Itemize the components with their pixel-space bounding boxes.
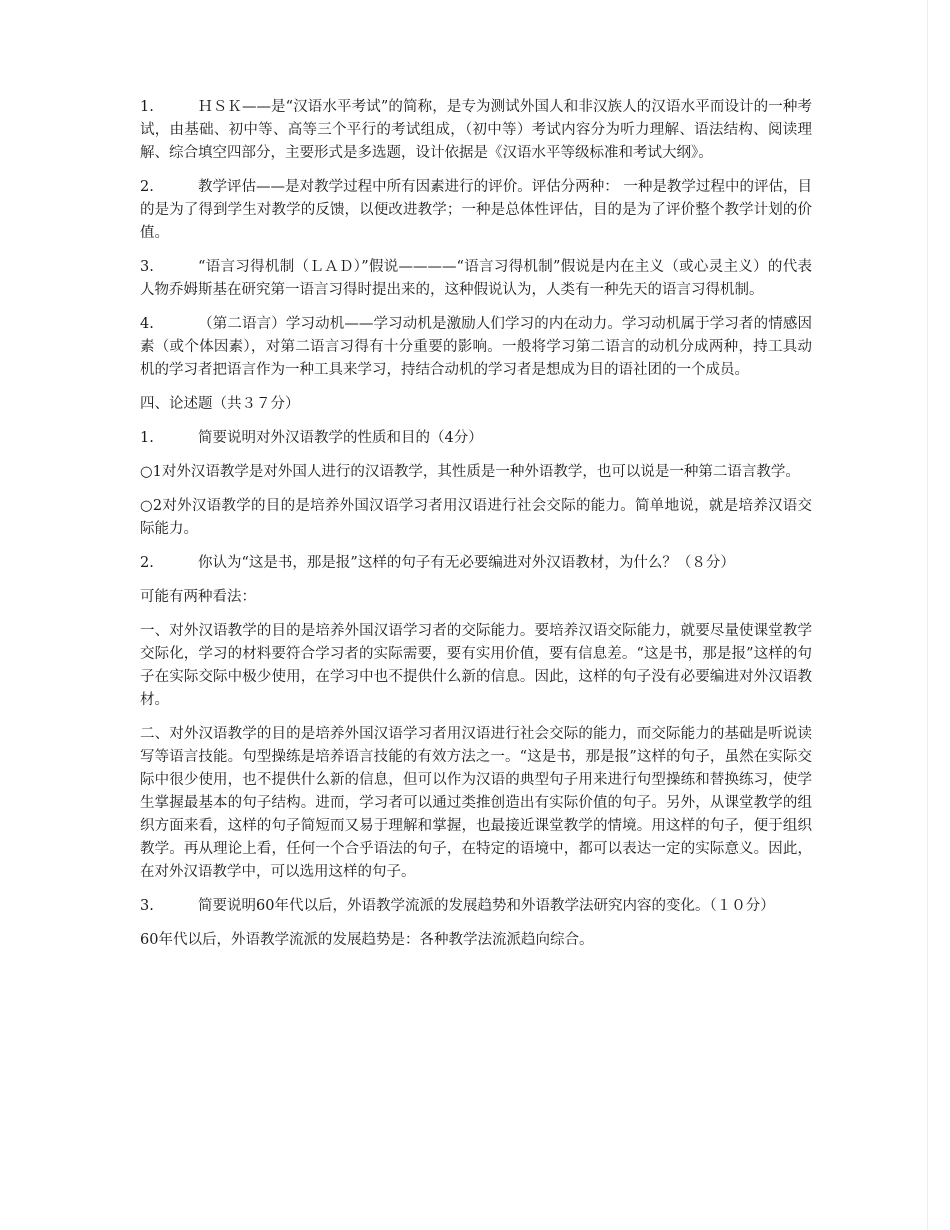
paragraph-text: “语言习得机制（ＬＡＤ）”假说————“语言习得机制”假说是内在主义（或心灵主义）的代表人物乔姆斯基在研究第一语言习得时提出来的，这种假说认为，人类有一种先天的语言习得机制。 <box>140 259 812 298</box>
answer-intro: 可能有两种看法： <box>140 589 256 605</box>
page-edge <box>927 0 950 1230</box>
answer-point-1: ○1对外汉语教学是对外国人进行的汉语教学，其性质是一种外语教学，也可以说是一种第二语言教学。 <box>140 464 800 480</box>
answer-view-2: 二、对外汉语教学的目的是培养外国汉语学习者用汉语进行社会交际的能力，而交际能力的基础是听说读写等语言技能。句型操练是培养语言技能的有效方法之一。“这是书，那是报”这样的句子，虽然在实际交际中很少使用，也不提供什么新的信息，但可以作为汉语的典型句子用来进行句型操练和替换练习，使学生掌握最基本的句子结构。进而，学习者可以通过类推创造出有实际价值的句子。另外，从课堂教学的组织方面来看，这样的句子简短而又易于理解和掌握，也最接近课堂教学的情境。用这样的句子，便于组织教学。再从理论上看，任何一个合乎语法的句子，在特定的语境中，都可以表达一定的实际意义。因此，在对外汉语教学中，可以选用这样的句子。 <box>140 726 812 880</box>
paragraph-text: 简要说明60年代以后，外语教学流派的发展趋势和外语教学法研究内容的变化。（１０分） <box>198 898 775 914</box>
item-number: 2. <box>140 179 154 195</box>
term-definition-teaching-evaluation <box>140 176 812 245</box>
paragraph-text: （第二语言）学习动机——学习动机是激励人们学习的内在动力。学习动机属于学习者的情感因素（或个体因素），对第二语言习得有十分重要的影响。一般将学习第二语言的动机分成两种，持工具动机的学习者把语言作为一种工具来学习，持结合动机的学习者是想成为目的语社团的一个成员。 <box>140 316 812 378</box>
document-body <box>140 96 812 963</box>
essay-question-2 <box>140 552 812 575</box>
paragraph-text: 你认为“这是书，那是报”这样的句子有无必要编进对外汉语教材，为什么？（８分） <box>198 555 735 571</box>
item-number: 3. <box>140 259 154 275</box>
section-heading: 四、论述题（共３７分） <box>140 396 300 412</box>
paragraph-text: ＨＳＫ——是“汉语水平考试”的简称，是专为测试外国人和非汉族人的汉语水平而设计的一种考试，由基础、初中等、高等三个平行的考试组成，（初中等）考试内容分为听力理解、语法结构、阅读理解、综合填空四部分，主要形式是多选题，设计依据是《汉语水平等级标准和考试大纲》。 <box>140 99 812 161</box>
term-definition-motivation <box>140 313 812 382</box>
item-number: 3. <box>140 898 154 914</box>
item-number: 1. <box>140 99 154 115</box>
term-definition-hsk <box>140 96 812 165</box>
answer-paragraph: 60年代以后，外语教学流派的发展趋势是：各种教学法流派趋向综合。 <box>140 932 594 948</box>
term-definition-lad <box>140 256 812 302</box>
essay-question-3 <box>140 895 812 918</box>
essay-question-1 <box>140 427 812 450</box>
paragraph-text: 简要说明对外汉语教学的性质和目的（4分） <box>198 430 483 446</box>
answer-point-2: ○2对外汉语教学的目的是培养外国汉语学习者用汉语进行社会交际的能力。简单地说，就是培养汉语交际能力。 <box>140 498 812 537</box>
item-number: 2. <box>140 555 154 571</box>
item-number: 4. <box>140 316 154 332</box>
item-number: 1. <box>140 430 154 446</box>
answer-view-1: 一、对外汉语教学的目的是培养外国汉语学习者的交际能力。要培养汉语交际能力，就要尽量使课堂教学交际化，学习的材料要符合学习者的实际需要，要有实用价值，要有信息差。“这是书，那是报”这样的句子在实际交际中极少使用，在学习中也不提供什么新的信息。因此，这样的句子没有必要编进对外汉语教材。 <box>140 623 812 708</box>
paragraph-text: 教学评估——是对教学过程中所有因素进行的评价。评估分两种： 一种是教学过程中的评估，目的是为了得到学生对教学的反馈，以便改进教学；一种是总体性评估，目的是为了评价整个教学计划的价值。 <box>140 179 812 241</box>
